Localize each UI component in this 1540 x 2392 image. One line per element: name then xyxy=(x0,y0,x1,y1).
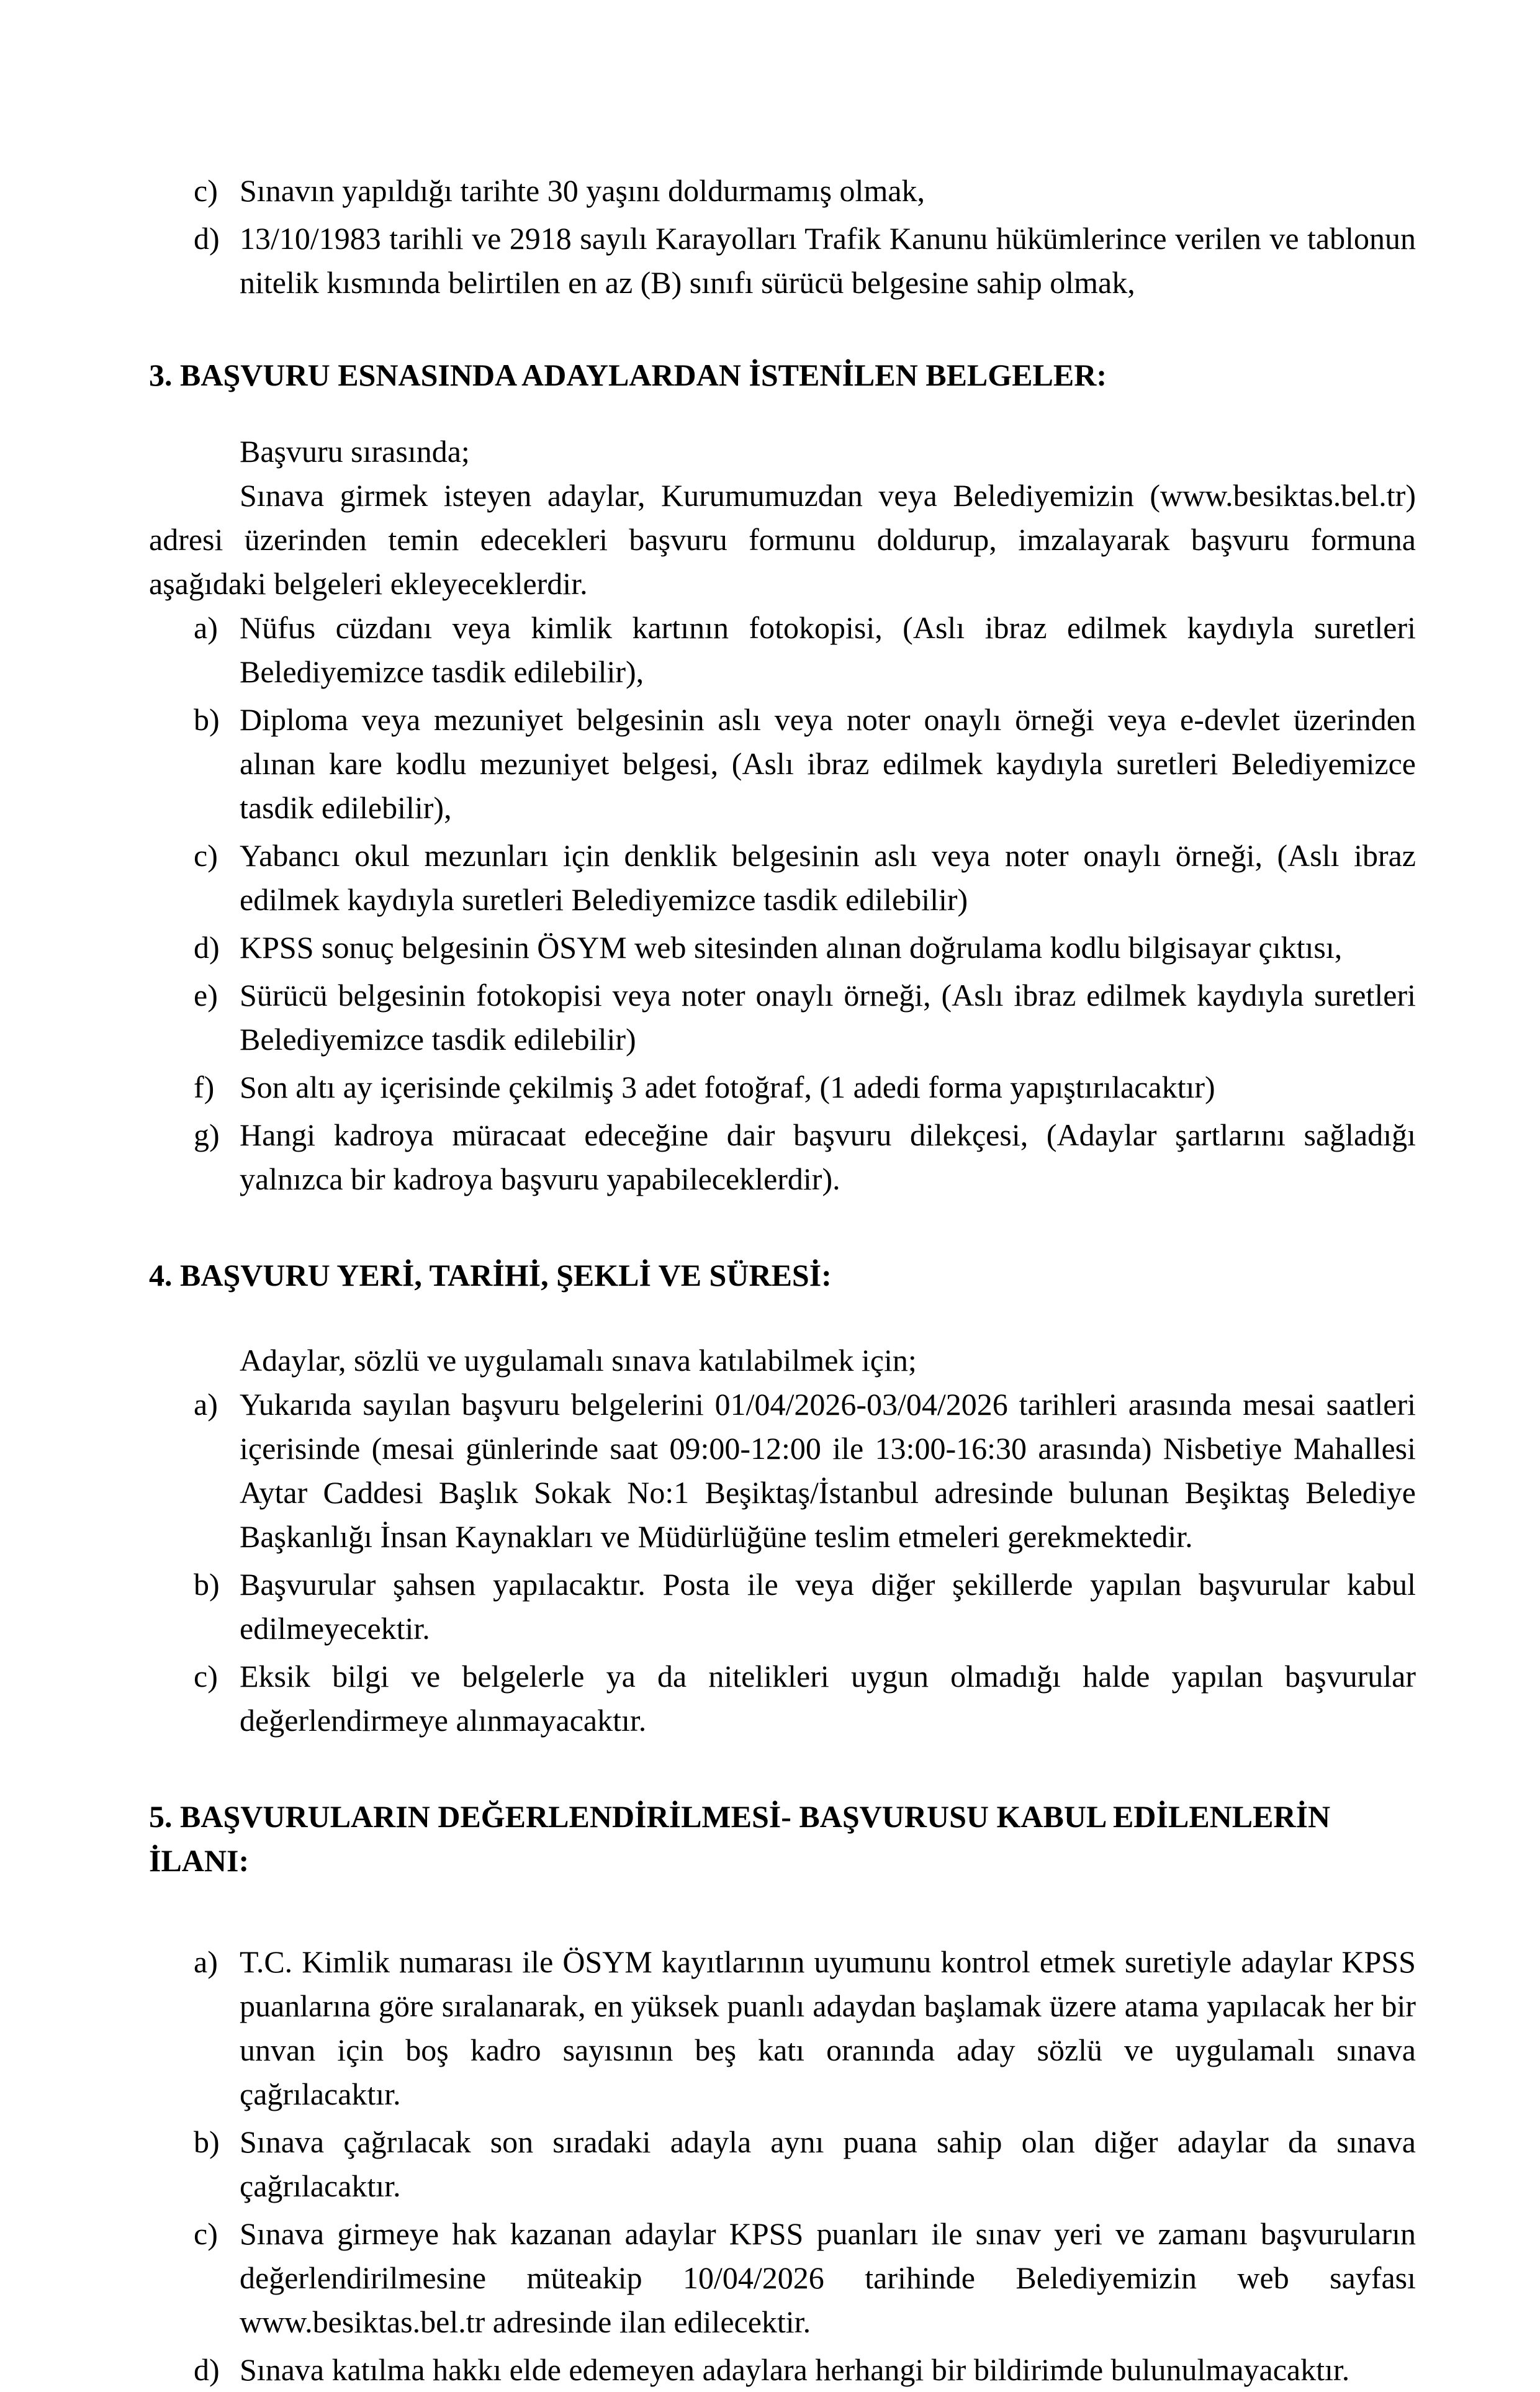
section-3-paragraph-1: Başvuru sırasında; xyxy=(240,434,470,469)
list-item xyxy=(149,606,1416,694)
section-4-paragraph-1: Adaylar, sözlü ve uygulamalı sınava katılabilmek için; xyxy=(240,1343,917,1378)
list-item-text: Eksik bilgi ve belgelerle ya da nitelikleri uygun olmadığı halde yapılan başvurular değerlendirmeye alınmayacaktır. xyxy=(240,1659,1416,1738)
list-item xyxy=(149,1383,1416,1559)
list-item-text: Sınava katılma hakkı elde edemeyen adaylara herhangi bir bildirimde bulunulmayacaktır. xyxy=(240,2352,1350,2387)
list-item-marker: c) xyxy=(194,838,218,873)
list-item-marker: a) xyxy=(194,1944,218,1979)
list-item-marker: f) xyxy=(194,1070,215,1104)
list-item xyxy=(149,2120,1416,2208)
list-item-text: Yukarıda sayılan başvuru belgelerini 01/04/2026-03/04/2026 tarihleri arasında mesai saatleri içerisinde (mesai günlerinde saat 09:00-12:00 ile 13:00-16:30 arasında) Nisbetiye Mahallesi Aytar Caddesi Başlık Sokak No:1 Beşiktaş/İstanbul adresinde bulunan Beşiktaş Belediye Başkanlığı İnsan Kaynakları ve Müdürlüğüne teslim etmeleri gerekmektedir. xyxy=(240,1387,1416,1554)
list-item xyxy=(149,834,1416,922)
list-item-text: Sürücü belgesinin fotokopisi veya noter onaylı örneği, (Aslı ibraz edilmek kaydıyla suretleri Belediyemizce tasdik edilebilir) xyxy=(240,978,1416,1057)
list-item-text: Başvurular şahsen yapılacaktır. Posta ile veya diğer şekillerde yapılan başvurular kabul edilmeyecektir. xyxy=(240,1567,1416,1646)
list-item-marker: a) xyxy=(194,1387,218,1422)
list-item xyxy=(149,2212,1416,2344)
list-item xyxy=(149,973,1416,1062)
list-item-marker: e) xyxy=(194,978,218,1013)
list-item-text: Sınava çağrılacak son sıradaki adayla aynı puana sahip olan diğer adaylar da sınava çağrılacaktır. xyxy=(240,2124,1416,2203)
list-item-marker: c) xyxy=(194,1659,218,1694)
list-item-marker: c) xyxy=(194,2216,218,2251)
list-item xyxy=(149,1065,1416,1109)
list-item xyxy=(149,2348,1416,2392)
list-item-marker: d) xyxy=(194,2352,220,2387)
list-item xyxy=(149,1563,1416,1651)
list-item-marker: b) xyxy=(194,702,220,737)
list-item-text: KPSS sonuç belgesinin ÖSYM web sitesinden alınan doğrulama kodlu bilgisayar çıktısı, xyxy=(240,930,1343,965)
list-item-marker: c) xyxy=(194,173,218,208)
section-4-list xyxy=(149,1383,1416,1743)
list-item-text: Sınava girmeye hak kazanan adaylar KPSS puanları ile sınav yeri ve zamanı başvuruların değerlendirilmesine müteakip 10/04/2026 tarihinde Belediyemizin web sayfası www.besiktas.bel.tr adresinde ilan edilecektir. xyxy=(240,2216,1416,2339)
list-item-marker: d) xyxy=(194,221,220,256)
list-item xyxy=(149,1113,1416,1201)
list-item-text: Nüfus cüzdanı veya kimlik kartının fotokopisi, (Aslı ibraz edilmek kaydıyla suretleri Belediyemizce tasdik edilebilir), xyxy=(240,610,1416,689)
list-item-text: 13/10/1983 tarihli ve 2918 sayılı Karayolları Trafik Kanunu hükümlerince verilen ve tablonun nitelik kısmında belirtilen en az (B) sınıfı sürücü belgesine sahip olmak, xyxy=(240,221,1416,300)
section-4-heading: 4. BAŞVURU YERİ, TARİHİ, ŞEKLİ VE SÜRESİ: xyxy=(149,1258,832,1293)
list-item-marker: d) xyxy=(194,930,220,965)
list-item-text: T.C. Kimlik numarası ile ÖSYM kayıtlarının uyumunu kontrol etmek suretiyle adaylar KPSS puanlarına göre sıralanarak, en yüksek puanlı adaydan başlamak üzere atama yapılacak her bir unvan için boş kadro sayısının beş katı oranında aday sözlü ve uygulamalı sınava çağrılacaktır. xyxy=(240,1944,1416,2111)
list-item-text: Sınavın yapıldığı tarihte 30 yaşını doldurmamış olmak, xyxy=(240,173,925,208)
list-item-marker: b) xyxy=(194,1567,220,1602)
list-item xyxy=(149,698,1416,830)
list-item-marker: b) xyxy=(194,2124,220,2159)
list-item xyxy=(149,1654,1416,1743)
list-item xyxy=(149,217,1416,305)
intro-list xyxy=(149,169,1416,305)
list-item xyxy=(149,1940,1416,2116)
list-item-text: Yabancı okul mezunları için denklik belgesinin aslı veya noter onaylı örneği, (Aslı ibraz edilmek kaydıyla suretleri Belediyemizce tasdik edilebilir) xyxy=(240,838,1416,917)
section-5-list xyxy=(149,1940,1416,2392)
list-item xyxy=(149,169,1416,213)
list-item-marker: g) xyxy=(194,1117,220,1152)
section-5-heading: 5. BAŞVURULARIN DEĞERLENDİRİLMESİ- BAŞVURUSU KABUL EDİLENLERİN İLANI: xyxy=(149,1799,1331,1878)
section-3-paragraph-2: Sınava girmek isteyen adaylar, Kurumumuzdan veya Belediyemizin (www.besiktas.bel.tr) adresi üzerinden temin edecekleri başvuru formunu doldurup, imzalayarak başvuru formuna aşağıdaki belgeleri ekleyeceklerdir. xyxy=(149,478,1416,601)
list-item xyxy=(149,926,1416,970)
section-3-list xyxy=(149,606,1416,1201)
section-3-heading: 3. BAŞVURU ESNASINDA ADAYLARDAN İSTENİLEN BELGELER: xyxy=(149,358,1107,392)
list-item-marker: a) xyxy=(194,610,218,645)
list-item-text: Son altı ay içerisinde çekilmiş 3 adet fotoğraf, (1 adedi forma yapıştırılacaktır) xyxy=(240,1070,1215,1104)
list-item-text: Hangi kadroya müracaat edeceğine dair başvuru dilekçesi, (Adaylar şartlarını sağladığı yalnızca bir kadroya başvuru yapabileceklerdir). xyxy=(240,1117,1416,1196)
list-item-text: Diploma veya mezuniyet belgesinin aslı veya noter onaylı örneği veya e-devlet üzerinden alınan kare kodlu mezuniyet belgesi, (Aslı ibraz edilmek kaydıyla suretleri Belediyemizce tasdik edilebilir), xyxy=(240,702,1416,825)
